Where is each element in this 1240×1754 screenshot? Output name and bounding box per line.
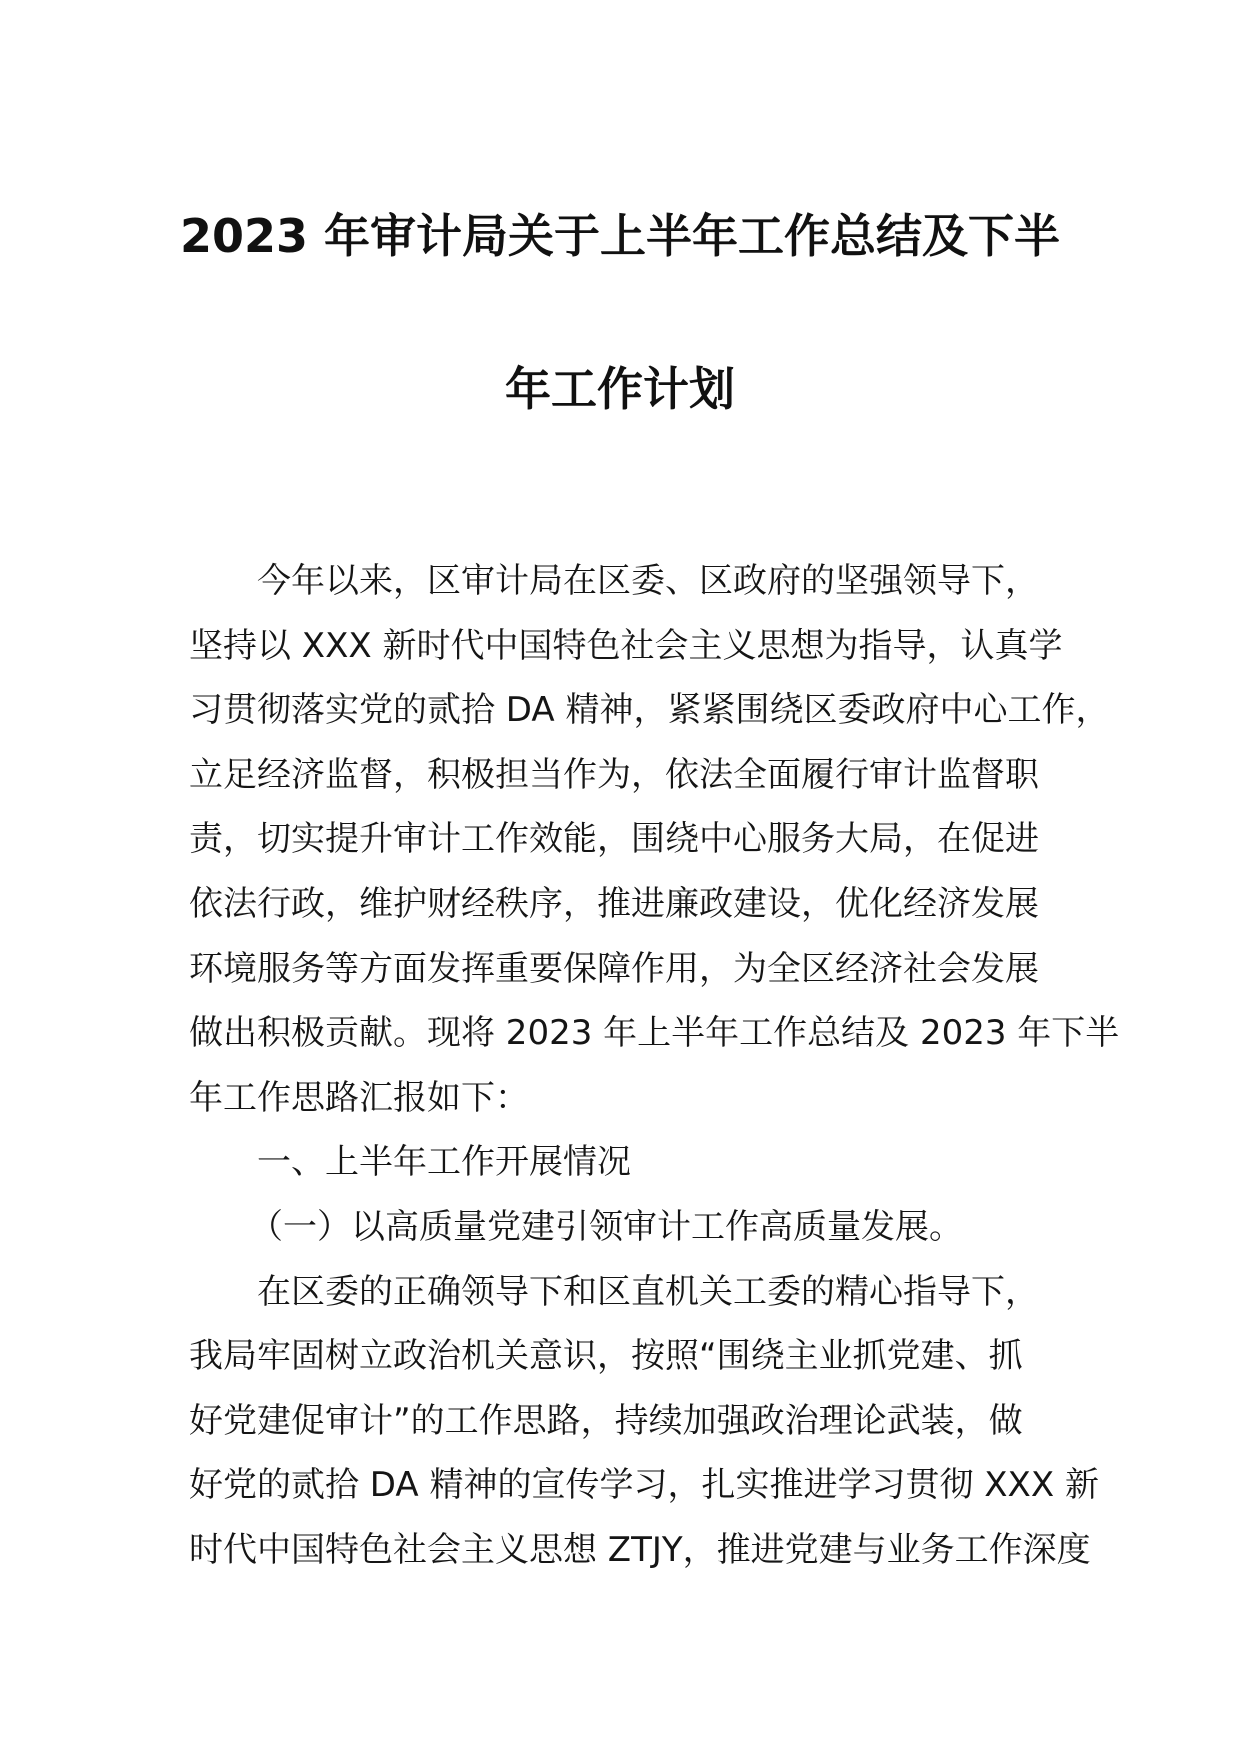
- document-title-line-2: 年工作计划: [505, 362, 735, 416]
- section-heading: 一、上半年工作开展情况: [257, 1142, 631, 1183]
- subsection-heading: （一）以高质量党建引领审计工作高质量发展。: [249, 1206, 963, 1247]
- paragraph-line: 做出积极贡献。现将 2023 年上半年工作总结及 2023 年下半: [189, 1013, 1120, 1054]
- paragraph-line: 时代中国特色社会主义思想 ZTJY，推进党建与业务工作深度: [189, 1529, 1091, 1570]
- paragraph-line: 好党的贰拾 DA 精神的宣传学习，扎实推进学习贯彻 XXX 新: [189, 1465, 1099, 1506]
- paragraph-line: 我局牢固树立政治机关意识，按照“围绕主业抓党建、抓: [189, 1336, 1023, 1377]
- paragraph-line: 在区委的正确领导下和区直机关工委的精心指导下，: [257, 1271, 1039, 1312]
- paragraph-line: 立足经济监督，积极担当作为，依法全面履行审计监督职: [189, 754, 1039, 795]
- paragraph-line: 坚持以 XXX 新时代中国特色社会主义思想为指导，认真学: [189, 625, 1063, 666]
- paragraph-line: 依法行政，维护财经秩序，推进廉政建设，优化经济发展: [189, 883, 1039, 924]
- document-title-line-1: 2023 年审计局关于上半年工作总结及下半: [179, 209, 1061, 263]
- paragraph-line: 环境服务等方面发挥重要保障作用，为全区经济社会发展: [189, 948, 1039, 989]
- paragraph-line: 今年以来，区审计局在区委、区政府的坚强领导下，: [257, 561, 1039, 601]
- document-body: [189, 549, 1120, 1583]
- paragraph-line: 责，切实提升审计工作效能，围绕中心服务大局，在促进: [189, 819, 1039, 860]
- paragraph-line: 习贯彻落实党的贰拾 DA 精神，紧紧围绕区委政府中心工作，: [189, 690, 1110, 731]
- paragraph-line: 好党建促审计”的工作思路，持续加强政治理论武装，做: [189, 1400, 1023, 1441]
- paragraph-line: 年工作思路汇报如下：: [189, 1077, 529, 1118]
